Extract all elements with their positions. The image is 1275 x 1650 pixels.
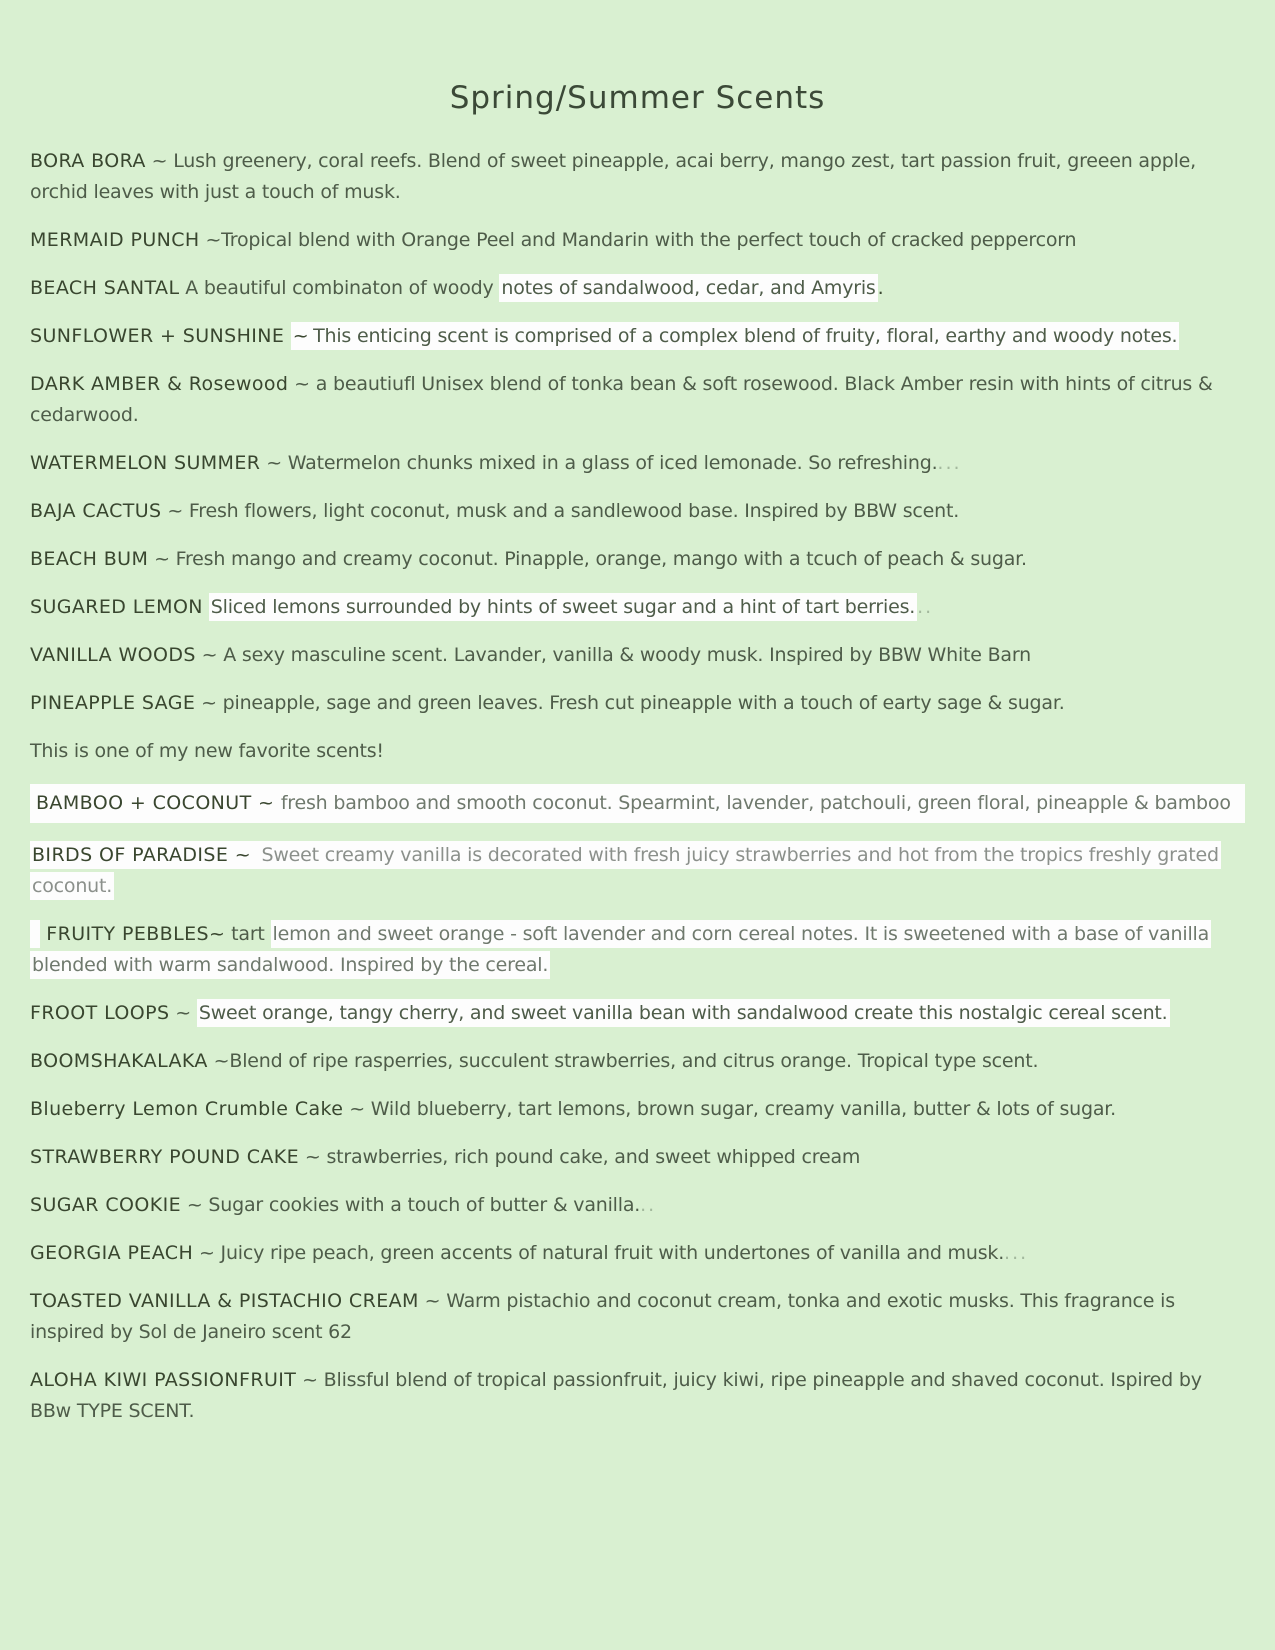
scent-name: ~	[291, 322, 311, 350]
scent-description: ~ Blissful blend of tropical passionfruit, juicy kiwi, ripe pineapple and shaved coconut. Ispired by BBw TYPE SCENT.	[30, 1369, 1202, 1422]
scent-name: BOOMSHAKALAKA	[30, 1050, 208, 1072]
scent-description: ~Tropical blend with Orange Peel and Mandarin with the perfect touch of cracked peppercorn	[199, 229, 1077, 251]
scent-description: Sweet creamy vanilla is decorated with fresh juicy strawberries and hot from the tropics freshly grated coconut.	[30, 841, 1221, 900]
scent-name: ~	[251, 792, 281, 814]
scent-description: ..	[640, 1194, 657, 1216]
scent-entry-watermelon-summer	[30, 448, 1245, 479]
scent-entry-favorite-note	[30, 736, 1245, 767]
scent-description: ~ pineapple, sage and green leaves. Fresh cut pineapple with a touch of earty sage & sugar.	[195, 692, 1065, 714]
scent-description: ~ a beautiufl Unisex blend of tonka bean & soft rosewood. Black Amber resin with hints of citrus & cedarwood.	[30, 373, 1213, 426]
scent-name: BEACH BUM	[30, 548, 149, 570]
scent-description: lemon and sweet orange - soft lavender and corn cereal notes. It is sweetened with a base of vanilla blended with warm sandalwood. Inspired by the cereal.	[30, 920, 1211, 979]
page-title: Spring/Summer Scents	[449, 80, 826, 116]
scent-name: WATERMELON SUMMER	[30, 452, 261, 474]
scent-entry-fruity-pebbles	[30, 919, 1245, 981]
scent-name: TOASTED VANILLA & PISTACHIO CREAM	[30, 1290, 419, 1312]
scent-entry-baja-cactus	[30, 496, 1245, 527]
scent-description: ..	[917, 596, 934, 618]
scent-name: FRUITY PEBBLES~	[39, 923, 226, 945]
scent-name: PINEAPPLE SAGE	[30, 692, 196, 714]
scent-name: SUGAR COOKIE	[30, 1194, 181, 1216]
scent-entry-bora-bora	[30, 146, 1245, 208]
scent-entry-blueberry-lemon-crumble-cake	[30, 1094, 1245, 1125]
scent-entry-pineapple-sage	[30, 688, 1245, 719]
scent-name: VANILLA WOODS	[30, 644, 196, 666]
scent-entry-vanilla-woods	[30, 640, 1245, 671]
scent-name: .	[877, 277, 885, 299]
scent-name: GEORGIA PEACH	[30, 1242, 194, 1264]
scent-description: fresh bamboo and smooth coconut. Spearmint, lavender, patchouli, green floral, pineapple & bamboo	[280, 792, 1231, 814]
scent-entries	[30, 146, 1245, 1427]
scent-name: Blueberry Lemon Crumble Cake	[30, 1098, 344, 1120]
scent-description	[203, 596, 209, 618]
scent-description: ~ Watermelon chunks mixed in a glass of iced lemonade. So refreshing.	[260, 452, 938, 474]
scent-description: ~	[169, 1002, 197, 1024]
scent-description: ~ Fresh mango and creamy coconut. Pinapple, orange, mango with a tcuch of peach & sugar.	[148, 548, 1027, 570]
scent-description: ~ Warm pistachio and coconut cream, tonka and exotic musks. This fragrance is inspired by Sol de Janeiro scent 62	[30, 1290, 1175, 1343]
scent-description: ~Blend of ripe rasperries, succulent strawberries, and citrus orange. Tropical type scent.	[207, 1050, 1039, 1072]
scent-name: STRAWBERRY POUND CAKE	[30, 1146, 300, 1168]
scent-entry-beach-bum	[30, 544, 1245, 575]
scent-description: notes of sandalwood, cedar, and Amyris	[499, 274, 877, 302]
scent-entry-aloha-kiwi-passionfruit	[30, 1365, 1245, 1427]
scent-description: ...	[937, 452, 962, 474]
scent-name: ALOHA KIWI PASSIONFRUIT	[30, 1369, 297, 1391]
scent-description: Sweet orange, tangy cherry, and sweet vanilla bean with sandalwood create this nostalgic cereal scent.	[197, 999, 1170, 1027]
scent-description: tart	[225, 923, 271, 945]
scent-entry-beach-santal	[30, 273, 1245, 304]
scent-description: This is one of my new favorite scents!	[30, 740, 384, 762]
scent-entry-mermaid-punch	[30, 225, 1245, 256]
scent-name: BORA BORA	[30, 150, 146, 172]
scent-name: SUGARED LEMON	[30, 596, 203, 618]
scent-description: Sliced lemons surrounded by hints of sweet sugar and a hint of tart berries.	[209, 593, 917, 621]
scent-entry-strawberry-pound-cake	[30, 1142, 1245, 1173]
scent-description: This enticing scent is comprised of a complex blend of fruity, floral, earthy and woody notes.	[311, 322, 1179, 350]
scent-description: ~ strawberries, rich pound cake, and sweet whipped cream	[299, 1146, 861, 1168]
scent-description: ~ Juicy ripe peach, green accents of natural fruit with undertones of vanilla and musk.	[193, 1242, 1005, 1264]
scent-description: ~ A sexy masculine scent. Lavander, vanilla & woody musk. Inspired by BBW White Barn	[195, 644, 1031, 666]
scent-name: BAJA CACTUS	[30, 500, 162, 522]
scent-entry-birds-of-paradise	[30, 840, 1245, 902]
scent-description: ~ Lush greenery, coral reefs. Blend of sweet pineapple, acai berry, mango zest, tart passion fruit, greeen apple, orchid leaves with just a touch of musk.	[30, 150, 1196, 203]
scent-name: BIRDS OF PARADISE ~	[30, 841, 259, 869]
scent-description: ~ Fresh flowers, light coconut, musk and a sandlewood base. Inspired by BBW scent.	[161, 500, 960, 522]
scent-description	[30, 920, 40, 948]
scent-entry-sugared-lemon	[30, 592, 1245, 623]
scent-description: ~ Sugar cookies with a touch of butter & vanilla.	[180, 1194, 641, 1216]
scent-entry-sugar-cookie	[30, 1190, 1245, 1221]
scent-description: A beautiful combinaton of woody	[179, 277, 500, 299]
scent-entry-froot-loops	[30, 998, 1245, 1029]
scent-description: ...	[1004, 1242, 1029, 1264]
scent-entry-dark-amber-rosewood	[30, 369, 1245, 431]
scent-entry-bamboo-coconut	[30, 784, 1245, 823]
scent-name: BAMBOO + COCONUT	[36, 792, 252, 814]
scent-entry-boomshakalaka	[30, 1046, 1245, 1077]
scent-description: ~ Wild blueberry, tart lemons, brown sugar, creamy vanilla, butter & lots of sugar.	[343, 1098, 1117, 1120]
scent-name: FROOT LOOPS	[30, 1002, 170, 1024]
scent-entry-georgia-peach	[30, 1238, 1245, 1269]
scent-name: BEACH SANTAL	[30, 277, 180, 299]
scent-name: MERMAID PUNCH	[30, 229, 200, 251]
scent-name: DARK AMBER & Rosewood	[30, 373, 289, 395]
scent-name: SUNFLOWER + SUNSHINE	[30, 325, 291, 347]
scent-entry-toasted-vanilla-pistachio-cream	[30, 1286, 1245, 1348]
scent-entry-sunflower-sunshine	[30, 321, 1245, 352]
